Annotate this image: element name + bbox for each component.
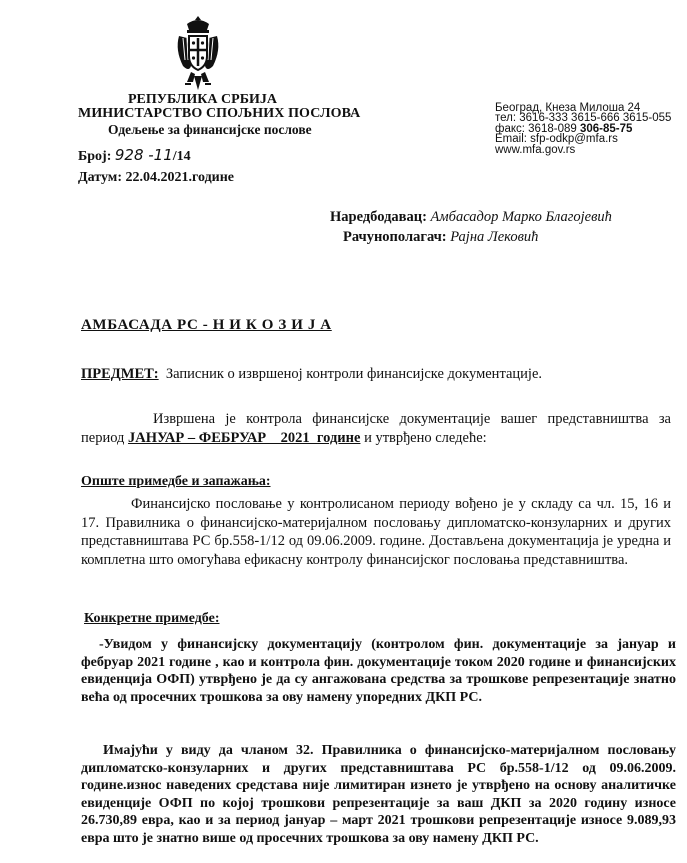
accountant-name: Рајна Лековић (450, 229, 539, 245)
intro-text-2: и утврђено следеће: (364, 429, 487, 446)
coat-of-arms-icon (175, 14, 221, 94)
document-date: Датум: 22.04.2021.године (78, 170, 235, 185)
email-line: Email: sfp-odkp@mfa.rs (495, 133, 618, 146)
subject-text: Записник о извршеној контроли финансијске документације. (165, 366, 542, 382)
intro-period: ЈАНУАР – ФЕБРУАР 2021 године (128, 429, 361, 446)
orderer-name: Амбасадор Марко Благојевић (430, 209, 612, 225)
orderer-line (330, 209, 612, 226)
subject-label: ПРЕДМЕТ: (81, 366, 159, 382)
document-number (78, 146, 191, 165)
general-remarks-title: Опште примедбе и запажања: (81, 474, 271, 489)
number-label: Број: (78, 149, 112, 164)
website-line: www.mfa.gov.rs (495, 143, 576, 156)
recipient-heading: АМБАСАДА РС - Н И К О З И Ј А (81, 317, 332, 333)
general-remarks-text: Финансијско пословање у контролисаном периоду вођено је у складу са чл. 15, 16 и 17. Правилника о финансијско-материјалном пословању дипломатско-конзуларних и других представништава РС бр.558-1/12 од 09.06.2009. године. Достављена документација је уредна и комплетна што омогућава ефикасну контролу финансијског пословања представништва. (81, 496, 671, 568)
accountant-label: Рачунополагач: (343, 229, 447, 245)
phone-line: тел: 3616-333 3615-666 3615-055 (495, 112, 672, 125)
department-heading: Одељење за финансијске послове (108, 122, 312, 137)
orderer-label: Наредбодавац: (330, 209, 427, 225)
number-suffix: /14 (172, 149, 191, 164)
specific-remarks-paragraph-1: -Увидом у финансијску документацију (контролом фин. документације за јануар и фебруар 2021 године , као и контрола фин. документације током 2020 године и финансијских евиденција ОФП) утврђено је да су ангажована средства за трошкове репрезентације знатно већа од просечних трошкова за ову намену упоредних ДКП РС. (81, 637, 676, 705)
intro-paragraph (81, 410, 671, 447)
ministry-heading: МИНИСТАРСТВО СПОЉНИХ ПОСЛОВА (78, 106, 361, 121)
specific-remarks-title: Конкретне примедбе: (84, 611, 220, 626)
fax-line: факс: 3618-089 306-85-75 (495, 122, 633, 135)
republic-heading: РЕПУБЛИКА СРБИЈА (128, 92, 277, 107)
handwritten-number: 928 -11 (114, 146, 173, 164)
address-block (495, 103, 671, 155)
subject-line (81, 366, 542, 383)
address-line: Београд, Кнеза Милоша 24 (495, 102, 641, 114)
specific-remarks-paragraph-2: Имајући у виду да чланом 32. Правилника о финансијско-материјалном пословању дипломатско-конзуларних и других представништава РС бр.558-1/12 од 09.06.2009. године.износ наведених средстава није лимитиран изнето је утврђено на основу аналитичке евиденције ОФП по којој трошкови репрезентације за ваш ДКП за 2020 годину износе 26.730,89 евра, као и за период јануар – март 2021 трошкови репрезентације износе 9.089,93 евра што је знатно више од просечних трошкова за ову намену ДКП РС. (81, 743, 676, 846)
accountant-line (343, 229, 538, 246)
intro-text-1: Извршена је контрола финансијске документације вашег представништва за период (81, 411, 671, 446)
